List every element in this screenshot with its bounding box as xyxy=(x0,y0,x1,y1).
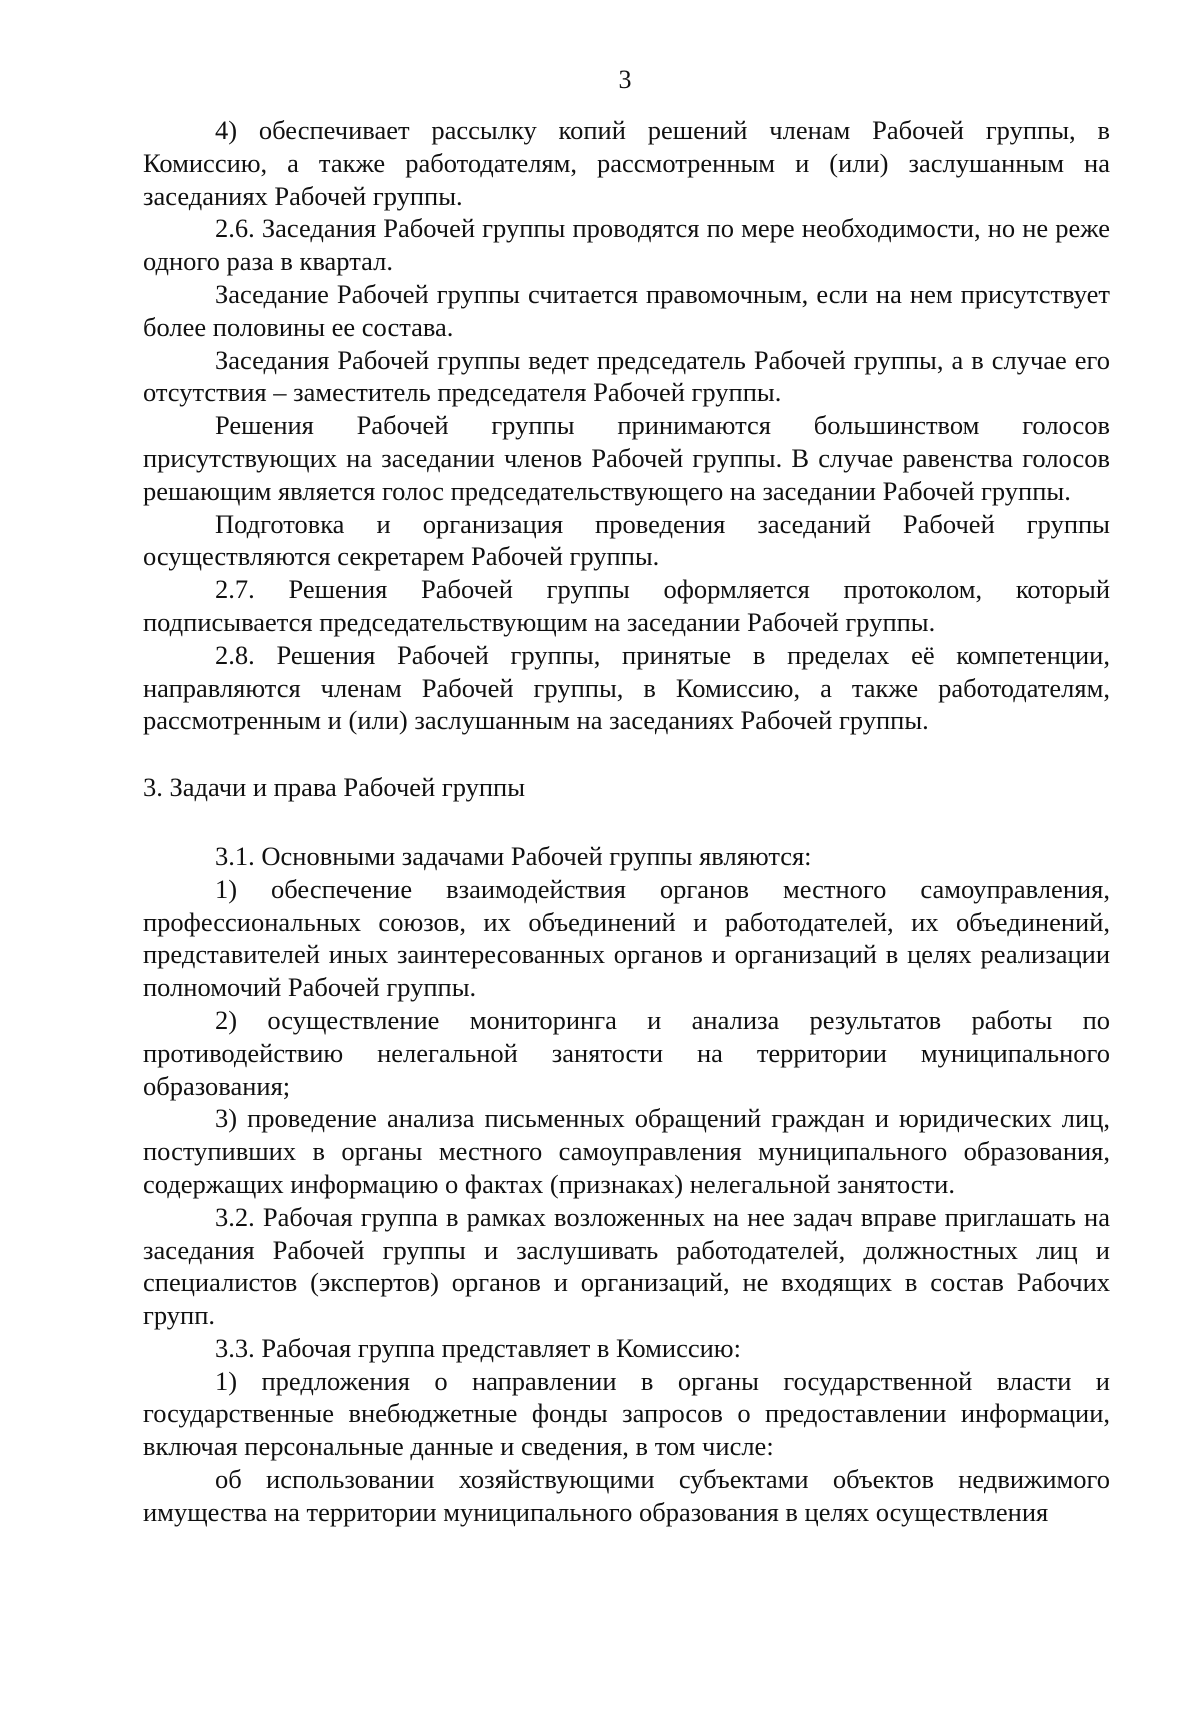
paragraph-3-3-submits: 3.3. Рабочая группа представляет в Комиссию: xyxy=(215,1332,741,1363)
paragraph-proposal-1: 1) предложения о направлении в органы государственной власти и государственные внебюджетные фонды запросов о предоставлении информации, включая персональные данные и сведения, в том числе: xyxy=(143,1365,1110,1462)
paragraph-real-estate: об использовании хозяйствующими субъектами объектов недвижимого имущества на территории муниципального образования в целях осуществления xyxy=(143,1464,1110,1527)
paragraph-3-1-tasks: 3.1. Основными задачами Рабочей группы являются: xyxy=(215,840,812,871)
paragraph-2-7-protocol: 2.7. Решения Рабочей группы оформляется протоколом, который подписывается председательствующим на заседании Рабочей группы. xyxy=(143,574,1110,637)
paragraph-2-8-distribution: 2.8. Решения Рабочей группы, принятые в пределах её компетенции, направляются членам Рабочей группы, в Комиссию, а также работодателям, рассмотренным и (или) заслушанным на заседаниях Рабочей группы. xyxy=(143,639,1110,736)
section-heading: 3. Задачи и права Рабочей группы xyxy=(143,772,526,803)
paragraph-secretary: Подготовка и организация проведения заседаний Рабочей группы осуществляются секретарем Рабочей группы. xyxy=(143,508,1110,572)
paragraph-2-6-meetings: 2.6. Заседания Рабочей группы проводятся по мере необходимости, но не реже одного раза в квартал. xyxy=(143,213,1110,277)
paragraph-item-4-mailing: 4) обеспечивает рассылку копий решений членам Рабочей группы, в Комиссию, а также работодателям, рассмотренным и (или) заслушанным на заседаниях Рабочей группы. xyxy=(143,115,1110,211)
paragraph-decisions-voting: Решения Рабочей группы принимаются большинством голосов присутствующих на заседании членов Рабочей группы. В случае равенства голосов решающим является голос председательствующего на заседании Рабочей группы. xyxy=(143,410,1110,506)
paragraph-chair: Заседания Рабочей группы ведет председатель Рабочей группы, а в случае его отсутствия – заместитель председателя Рабочей группы. xyxy=(143,344,1110,408)
document-body xyxy=(143,114,1110,1529)
page-number: 3 xyxy=(618,65,632,94)
paragraph-task-3: 3) проведение анализа письменных обращений граждан и юридических лиц, поступивших в органы местного самоуправления муниципального образования, содержащих информацию о фактах (признаках) нелегальной занятости. xyxy=(143,1103,1110,1199)
paragraph-quorum: Заседание Рабочей группы считается правомочным, если на нем присутствует более половины ее состава. xyxy=(143,278,1110,342)
paragraph-3-2-rights: 3.2. Рабочая группа в рамках возложенных на нее задач вправе приглашать на заседания Рабочей группы и заслушивать работодателей, должностных лиц и специалистов (экспертов) органов и организаций, не входящих в состав Рабочих групп. xyxy=(143,1201,1110,1331)
paragraph-task-2: 2) осуществление мониторинга и анализа результатов работы по противодействию нелегальной занятости на территории муниципального образования; xyxy=(143,1004,1110,1101)
paragraph-task-1: 1) обеспечение взаимодействия органов местного самоуправления, профессиональных союзов, их объединений и работодателей, их объединений, представителей иных заинтересованных органов и организаций в целях реализации полномочий Рабочей группы. xyxy=(143,873,1110,1003)
